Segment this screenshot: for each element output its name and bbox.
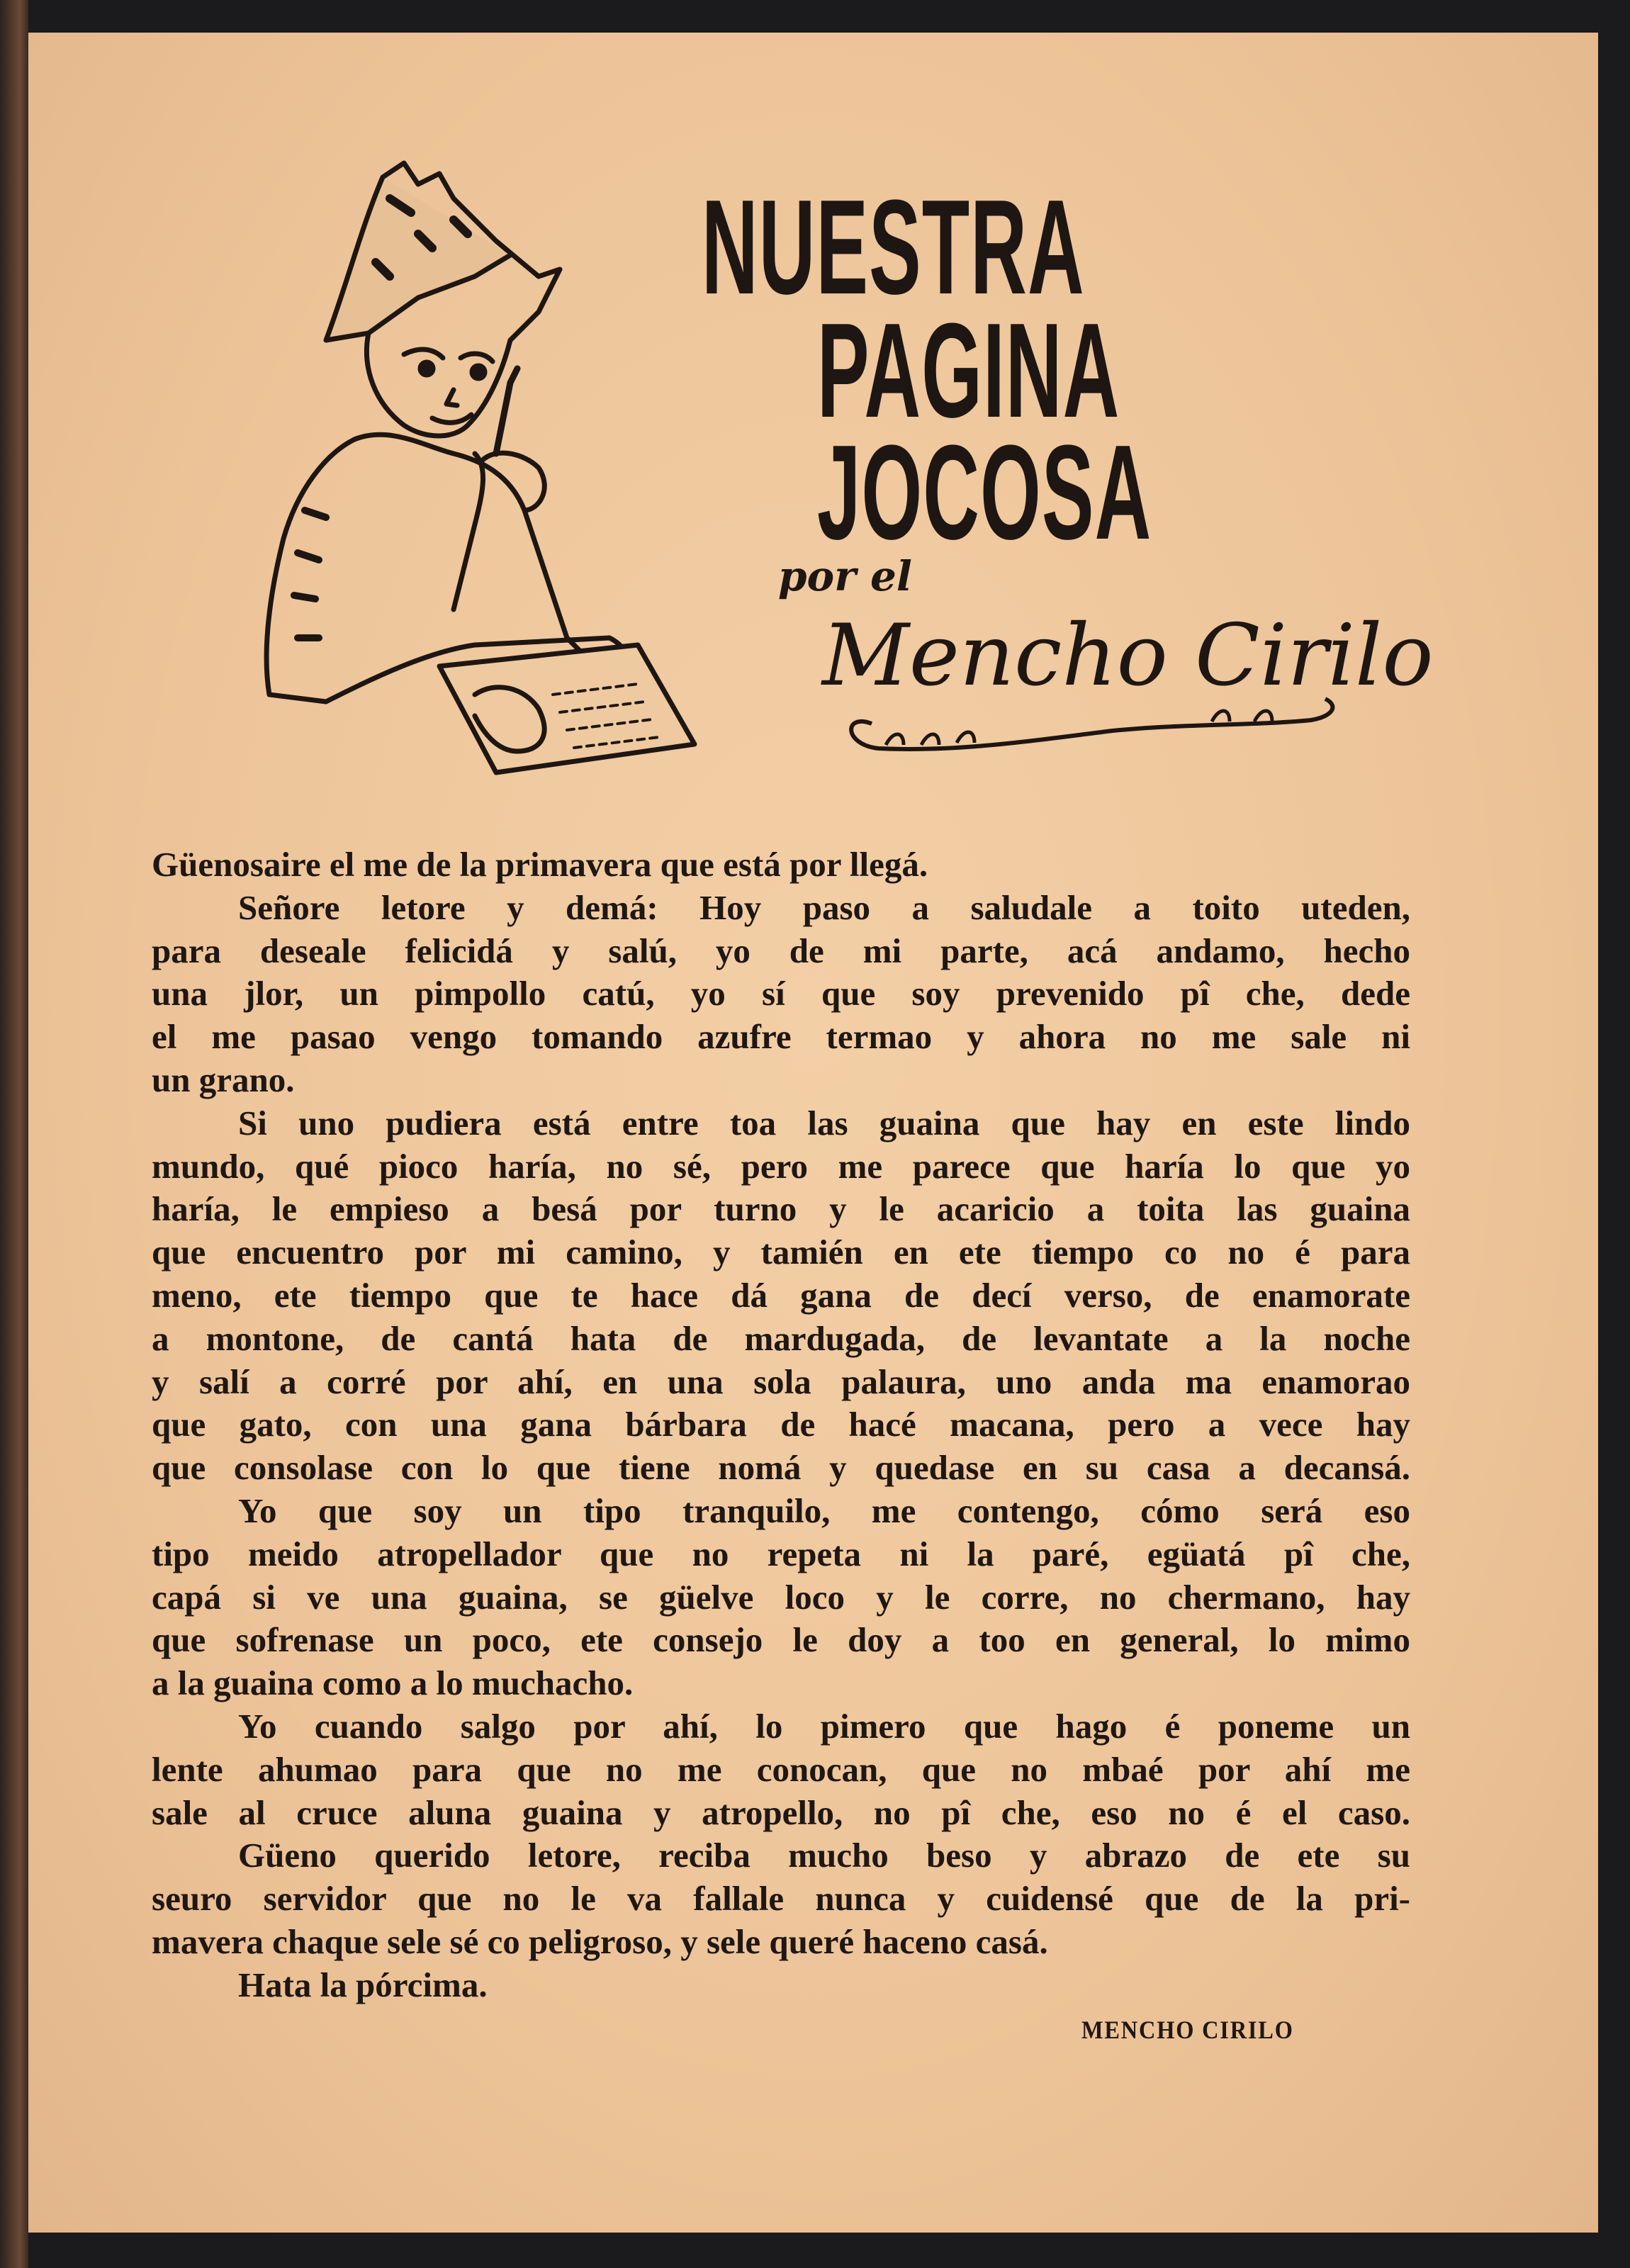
article-line: lente ahumao para que no me conocan, que no mbaé por ahí me (152, 1749, 1410, 1789)
article-body (152, 843, 1410, 2007)
article-line: haría, le empieso a besá por turno y le acaricio a toita las guaina (152, 1189, 1410, 1229)
author-script-text: Mencho Cirilo (822, 607, 1434, 705)
article-line: para deseale felicidá y salú, yo de mi parte, acá andamo, hecho (152, 931, 1410, 970)
article-line: mundo, qué pioco haría, no sé, pero me parece que haría lo que yo (152, 1146, 1410, 1186)
article-line: Yo cuando salgo por ahí, lo pimero que hago é poneme un (238, 1706, 1410, 1746)
article-line: mavera chaque sele sé co peligroso, y sele queré haceno casá. (152, 1921, 1048, 1961)
article-line: un grano. (152, 1060, 295, 1099)
article-line: Si uno pudiera está entre toa las guaina que hay en este lindo (238, 1103, 1410, 1143)
article-line: sale al cruce aluna guaina y atropello, no pî che, eso no é el caso. (152, 1792, 1410, 1832)
article-line: a la guaina como a lo muchacho. (152, 1663, 634, 1703)
article-line: que gato, con una gana bárbara de hacé macana, pero a vece hay (152, 1405, 1410, 1444)
article-line: una jlor, un pimpollo catú, yo sí que soy prevenido pî che, dede (152, 974, 1410, 1014)
author-script-signature (815, 600, 1434, 756)
article-line: que encuentro por mi camino, y tamién en ete tiempo co no é para (152, 1233, 1410, 1272)
article-line: Hata la pórcima. (238, 1965, 488, 2004)
article-line: seuro servidor que no le va fallale nunca y cuidensé que de la pri- (152, 1879, 1410, 1919)
article-line: Señore letore y demá: Hoy paso a saludale a toito uteden, (238, 887, 1410, 927)
title-line-3: JOCOSA (817, 417, 1152, 568)
article-line: Güenosaire el me de la primavera que está por llegá. (152, 845, 928, 884)
article-line: que consolase con lo que tiene nomá y quedase en su casa a decansá. (152, 1448, 1410, 1488)
article-line: a montone, de cantá hata de mardugada, de levantate a la noche (152, 1318, 1410, 1358)
article-line: meno, ete tiempo que te hace dá gana de decí verso, de enamorate (152, 1275, 1410, 1315)
title-line-1: NUESTRA (702, 172, 1085, 322)
boy-writing-illustration (241, 156, 751, 794)
article-line: que sofrenase un poco, ete consejo le doy a too en general, lo mimo (152, 1620, 1410, 1660)
article-line: y salí a corré por ahí, en una sola palaura, uno anda ma enamorao (152, 1362, 1410, 1401)
article-line: Güeno querido letore, reciba mucho beso y abrazo de ete su (238, 1836, 1410, 1875)
article-line: tipo meido atropellador que no repeta ni la paré, egüatá pî che, (152, 1534, 1410, 1573)
article-line: Yo que soy un tipo tranquilo, me contengo, cómo será eso (238, 1491, 1410, 1530)
article-line: el me pasao vengo tomando azufre termao y ahora no me sale ni (152, 1017, 1410, 1057)
title-line-2: PAGINA (817, 296, 1120, 446)
article-line: capá si ve una guaina, se güelve loco y le corre, no chermano, hay (152, 1577, 1410, 1617)
book-spine (0, 0, 28, 2268)
article-signature: MENCHO CIRILO (1081, 2016, 1294, 2044)
byline-prefix: por el (778, 552, 912, 600)
